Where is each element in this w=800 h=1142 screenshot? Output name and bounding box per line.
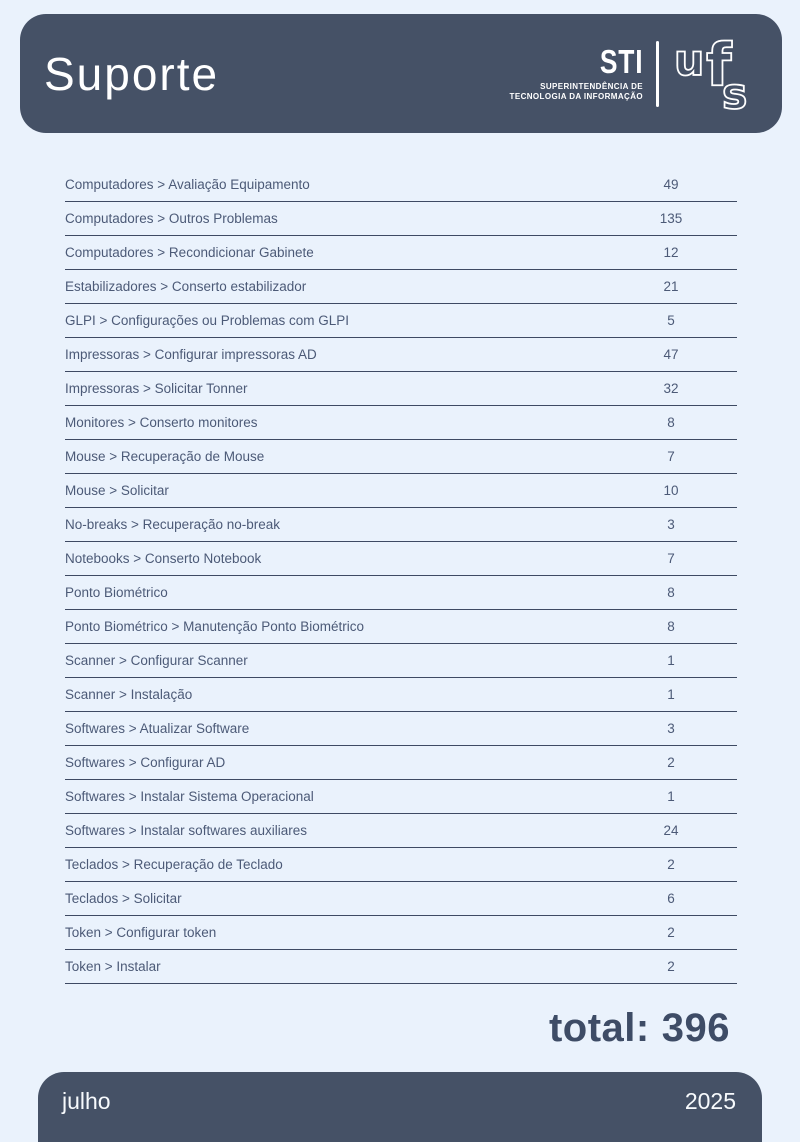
category-label: Scanner > Instalação <box>65 687 193 702</box>
count-value: 2 <box>667 925 675 940</box>
table-row <box>65 882 737 916</box>
table-row <box>65 542 737 576</box>
category-label: Estabilizadores > Conserto estabilizador <box>65 279 307 294</box>
table-row <box>65 950 737 984</box>
category-label: Mouse > Recuperação de Mouse <box>65 449 265 464</box>
count-value: 135 <box>659 211 683 226</box>
sti-logo-block <box>510 45 643 102</box>
table-row <box>65 406 737 440</box>
footer-year: 2025 <box>684 1088 736 1114</box>
count-value: 21 <box>663 279 679 294</box>
logo-divider <box>656 41 659 107</box>
table-row <box>65 270 737 304</box>
page-title: Suporte <box>44 47 220 100</box>
count-value: 47 <box>663 347 679 362</box>
table-row <box>65 576 737 610</box>
category-label: Teclados > Solicitar <box>65 891 182 906</box>
category-label: Teclados > Recuperação de Teclado <box>65 857 283 872</box>
count-value: 3 <box>667 517 675 532</box>
support-table <box>65 168 737 984</box>
category-label: Notebooks > Conserto Notebook <box>65 551 262 566</box>
table-row <box>65 610 737 644</box>
svg-text:s: s <box>722 69 748 114</box>
header-banner <box>20 14 782 133</box>
category-label: Ponto Biométrico > Manutenção Ponto Biométrico <box>65 619 365 634</box>
count-value: 3 <box>667 721 675 736</box>
sti-logo-text: STI <box>599 43 643 80</box>
count-value: 10 <box>663 483 679 498</box>
count-value: 2 <box>667 857 675 872</box>
table-row <box>65 780 737 814</box>
table-row <box>65 202 737 236</box>
count-value: 7 <box>667 551 675 566</box>
table-row <box>65 474 737 508</box>
category-label: Softwares > Atualizar Software <box>65 721 250 736</box>
total-value: 396 <box>661 1006 730 1050</box>
table-row <box>65 746 737 780</box>
footer-month: julho <box>62 1088 111 1114</box>
table-row <box>65 712 737 746</box>
count-value: 7 <box>667 449 675 464</box>
table-row <box>65 678 737 712</box>
svg-text:u: u <box>674 35 705 86</box>
total-label: total: <box>548 1006 650 1050</box>
category-label: Impressoras > Solicitar Tonner <box>65 381 248 396</box>
count-value: 1 <box>667 789 675 804</box>
category-label: Mouse > Solicitar <box>65 483 169 498</box>
category-label: Monitores > Conserto monitores <box>65 415 258 430</box>
count-value: 32 <box>663 381 679 396</box>
count-value: 8 <box>667 585 675 600</box>
table-row <box>65 338 737 372</box>
category-label: Softwares > Configurar AD <box>65 755 226 770</box>
category-label: Computadores > Recondicionar Gabinete <box>65 245 314 260</box>
table-row <box>65 916 737 950</box>
table-row <box>65 848 737 882</box>
category-label: Ponto Biométrico <box>65 585 168 600</box>
footer-banner <box>38 1072 762 1142</box>
category-label: Token > Configurar token <box>65 925 217 940</box>
category-label: Impressoras > Configurar impressoras AD <box>65 347 317 362</box>
category-label: Computadores > Avaliação Equipamento <box>65 177 310 192</box>
count-value: 12 <box>663 245 679 260</box>
table-row <box>65 304 737 338</box>
category-label: GLPI > Configurações ou Problemas com GLPI <box>65 313 350 328</box>
sti-subtitle-line2: TECNOLOGIA DA INFORMAÇÃO <box>509 92 643 101</box>
count-value: 2 <box>667 755 675 770</box>
count-value: 8 <box>667 619 675 634</box>
count-value: 6 <box>667 891 675 906</box>
table-row <box>65 168 737 202</box>
count-value: 24 <box>663 823 679 838</box>
count-value: 5 <box>667 313 675 328</box>
category-label: Softwares > Instalar softwares auxiliares <box>65 823 307 838</box>
table-row <box>65 372 737 406</box>
table-row <box>65 644 737 678</box>
table-row <box>65 440 737 474</box>
svg-text:f: f <box>706 33 732 100</box>
count-value: 1 <box>667 653 675 668</box>
table-row <box>65 236 737 270</box>
sti-subtitle-line1: SUPERINTENDÊNCIA DE <box>540 82 643 91</box>
category-label: Token > Instalar <box>65 959 161 974</box>
sti-ufs-logo <box>510 34 756 114</box>
count-value: 8 <box>667 415 675 430</box>
category-label: Scanner > Configurar Scanner <box>65 653 248 668</box>
count-value: 2 <box>667 959 675 974</box>
ufs-logo-icon <box>672 34 756 114</box>
category-label: Computadores > Outros Problemas <box>65 211 278 226</box>
count-value: 1 <box>667 687 675 702</box>
count-value: 49 <box>663 177 679 192</box>
total-row <box>549 1006 730 1051</box>
category-label: No-breaks > Recuperação no-break <box>65 517 280 532</box>
table-row <box>65 814 737 848</box>
table-row <box>65 508 737 542</box>
category-label: Softwares > Instalar Sistema Operacional <box>65 789 314 804</box>
